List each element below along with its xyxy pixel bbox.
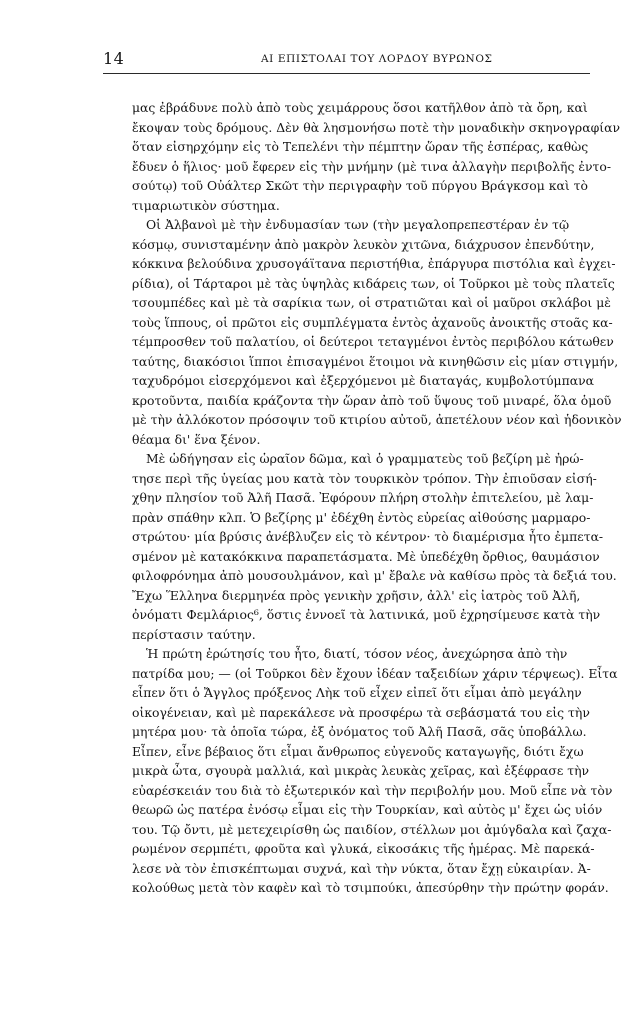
text-line: ταύτης, διακόσιοι ἵπποι ἐπισαγμένοι ἕτοιμοι νὰ κινηθῶσιν εἰς μίαν στιγμήν, [132, 353, 619, 369]
text-line: φιλοφρόνημα ἀπὸ μουσουλμάνον, καὶ μ' ἔβαλε νὰ καθίσω πρὸς τὰ δεξιά του. [132, 568, 617, 583]
text-line: μικρὰ ὦτα, σγουρὰ μαλλιά, καὶ μικρὰς λευκὰς χεῖρας, καὶ ἐξέφρασε τὴν [132, 763, 590, 778]
text-line: στρώτου· μία βρύσις ἀνέβλυζεν εἰς τὸ κέντρον· τὸ διαμέρισμα ἦτο ἐμπετα- [132, 529, 604, 544]
text-line: θεωρῶ ὡς πατέρα ἐνόσῳ εἶμαι εἰς τὴν Τουρκίαν, καὶ αὐτὸς μ' ἔχει ὡς υἱόν [132, 802, 603, 817]
page-header [103, 49, 590, 71]
text-line: ἔκοψαν τοὺς δρόμους. Δὲν θὰ λησμονήσω ποτὲ τὴν μοναδικὴν σκηνογραφίαν [132, 119, 621, 135]
text-line: τοὺς ἵππους, οἱ πρῶτοι εἰς συμπλέγματα ἐντὸς ἀχανοῦς ἀνοικτῆς στοᾶς κα- [132, 314, 613, 330]
text-line: τσουμπέδες καὶ μὲ τὰ σαρίκια των, οἱ στρατιῶται καὶ οἱ μαῦροι σκλάβοι μὲ [132, 295, 611, 310]
text-line: ρωμένον σερμπέτι, φροῦτα καὶ γλυκά, εἰκοσάκις τῆς ἡμέρας. Μὲ παρεκά- [132, 841, 595, 856]
text-line: εὐαρέσκειάν του διὰ τὸ ἐξωτερικόν καὶ τὴν περιβολήν μου. Μοῦ εἶπε νὰ τὸν [132, 782, 613, 798]
text-line: ὀνόματι Φεμλάριος⁶, ὅστις ἐννοεῖ τὰ λατινικά, μοῦ ἐχρησίμευσε κατὰ τὴν [132, 607, 601, 622]
text-line: Οἱ Ἀλβανοὶ μὲ τὴν ἐνδυμασίαν των (τὴν μεγαλοπρεπεστέραν ἐν τῷ [146, 217, 570, 232]
text-line: κροτοῦντα, παιδία κράζοντα τὴν ὥραν ἀπὸ τοῦ ὕψους τοῦ μιναρέ, ὅλα ὁμοῦ [132, 392, 612, 408]
text-line: Ἡ πρώτη ἐρώτησίς του ἦτο, διατί, τόσον νέος, ἀνεχώρησα ἀπὸ τὴν [146, 646, 568, 661]
text-line: ρίδια), οἱ Τάρταροι μὲ τὰς ὑψηλὰς κιδάρεις των, οἱ Τοῦρκοι μὲ τοὺς πλατεῖς [132, 275, 615, 291]
text-line: μὲ τὴν ἀλλόκοτον πρόσοψιν τοῦ κτιρίου αὐτοῦ, ἀπετέλουν νέον καὶ ἡδονικὸν [132, 412, 622, 427]
text-line: τέμπροσθεν τοῦ παλατίου, οἱ δεύτεροι τεταγμένοι ἐντὸς περιβόλου κάτωθεν [132, 334, 614, 349]
text-line: σούτῳ) τοῦ Οὐάλτερ Σκῶτ τὴν περιγραφὴν τοῦ πύργου Βράγκσομ καὶ τὸ [132, 178, 588, 193]
body-text [132, 98, 622, 898]
text-line: του. Τῷ ὄντι, μὲ μετεχειρίσθη ὡς παιδίον, στέλλων μοι ἀμύγδαλα καὶ ζαχα- [132, 821, 612, 837]
text-line: μητέρα μου· τὰ ὁποῖα τώρα, ἐξ ὀνόματος τοῦ Ἀλῆ Πασᾶ, σᾶς ὑποβάλλω. [132, 724, 587, 739]
text-line: μας ἐβράδυνε πολὺ ἀπὸ τοὺς χειμάρρους ὅσοι κατῆλθον ἀπὸ τὰ ὄρη, καὶ [132, 100, 588, 115]
text-line: ἔδυεν ὁ ἥλιος· μοῦ ἔφερεν εἰς τὴν μνήμην (μὲ τινα ἀλλαγὴν περιβολῆς ἐντο- [132, 158, 612, 174]
running-title: ΑΙ ΕΠΙΣΤΟΛΑΙ ΤΟΥ ΛΟΡΔΟΥ ΒΥΡΩΝΟΣ [261, 53, 493, 65]
text-line: πρὰν σπάθην κλπ. Ὁ βεζίρης μ' ἐδέχθη ἐντὸς εὐρείας αἰθούσης μαρμαρο- [132, 509, 591, 525]
page-number: 14 [103, 49, 125, 68]
text-line: Ἔχω Ἕλληνα διερμηνέα πρὸς γενικὴν χρῆσιν, ἀλλ' εἰς ἰατρὸς τοῦ Ἀλῆ, [132, 587, 581, 603]
paragraph [132, 98, 621, 215]
paragraph [132, 644, 618, 898]
text-line: χθην πλησίον τοῦ Ἀλῆ Πασᾶ. Ἐφόρουν πλήρη στολὴν ἐπιτελείου, μὲ λαμ- [132, 490, 594, 505]
text-line: τιμαριωτικὸν σύστημα. [132, 197, 280, 213]
text-line: λεσε νὰ τὸν ἐπισκέπτωμαι συχνά, καὶ τὴν νύκτα, ὅταν ἔχῃ εὐκαιρίαν. Ἀ- [132, 860, 591, 876]
text-line: Εἶπεν, εἶνε βέβαιος ὅτι εἶμαι ἄνθρωπος εὐγενοῦς καταγωγῆς, διότι ἔχω [132, 743, 584, 759]
text-line: Μὲ ὡδήγησαν εἰς ὡραῖον δῶμα, καὶ ὁ γραμματεὺς τοῦ βεζίρη μὲ ἠρώ- [146, 451, 584, 466]
text-line: πατρίδα μου; — (οἱ Τοῦρκοι δὲν ἔχουν ἰδέαν ταξειδίων χάριν τέρψεως). Εἶτα [132, 665, 618, 681]
text-line: σμένον μὲ κατακόκκινα παραπετάσματα. Μὲ ὑπεδέχθη ὄρθιος, θαυμάσιον [132, 548, 600, 564]
text-line: κόκκινα βελούδινα χρυσογάϊτανα περιστήθια, ἐπάργυρα πιστόλια καὶ ἐγχει- [132, 256, 616, 271]
text-line: θέαμα δι' ἕνα ξένον. [132, 431, 261, 447]
header-rule [103, 73, 590, 74]
text-line: κόσμῳ, συνισταμένην ἀπὸ μακρὸν λευκὸν χιτῶνα, διάχρυσον ἐπενδύτην, [132, 236, 595, 252]
text-line: ὅταν εἰσηρχόμην εἰς τὸ Τεπελένι τὴν πέμπτην ὥραν τῆς ἑσπέρας, καθὼς [132, 139, 589, 154]
text-line: περίστασιν ταύτην. [132, 626, 256, 642]
paragraph [132, 215, 622, 449]
text-line: ταχυδρόμοι εἰσερχόμενοι καὶ ἐξερχόμενοι μὲ διαταγάς, κυμβολοτύμπανα [132, 373, 595, 388]
text-line: κολούθως μετὰ τὸν καφὲν καὶ τὸ τσιμπούκι, ἀπεσύρθην τὴν πρώτην φοράν. [132, 880, 609, 895]
paragraph [132, 449, 617, 644]
text-line: οἰκογένειαν, καὶ μὲ παρεκάλεσε νὰ προσφέρω τὰ σεβάσματά του εἰς τὴν [132, 704, 590, 720]
text-line: εἶπεν ὅτι ὁ Ἄγγλος πρόξενος Λὴκ τοῦ εἶχεν εἰπεῖ ὅτι εἶμαι ἀπὸ μεγάλην [132, 685, 582, 700]
text-line: τησε περὶ τῆς ὑγείας μου κατὰ τὸν τουρκικὸν τρόπον. Τὴν ἐπιοῦσαν εἰσή- [132, 470, 597, 486]
